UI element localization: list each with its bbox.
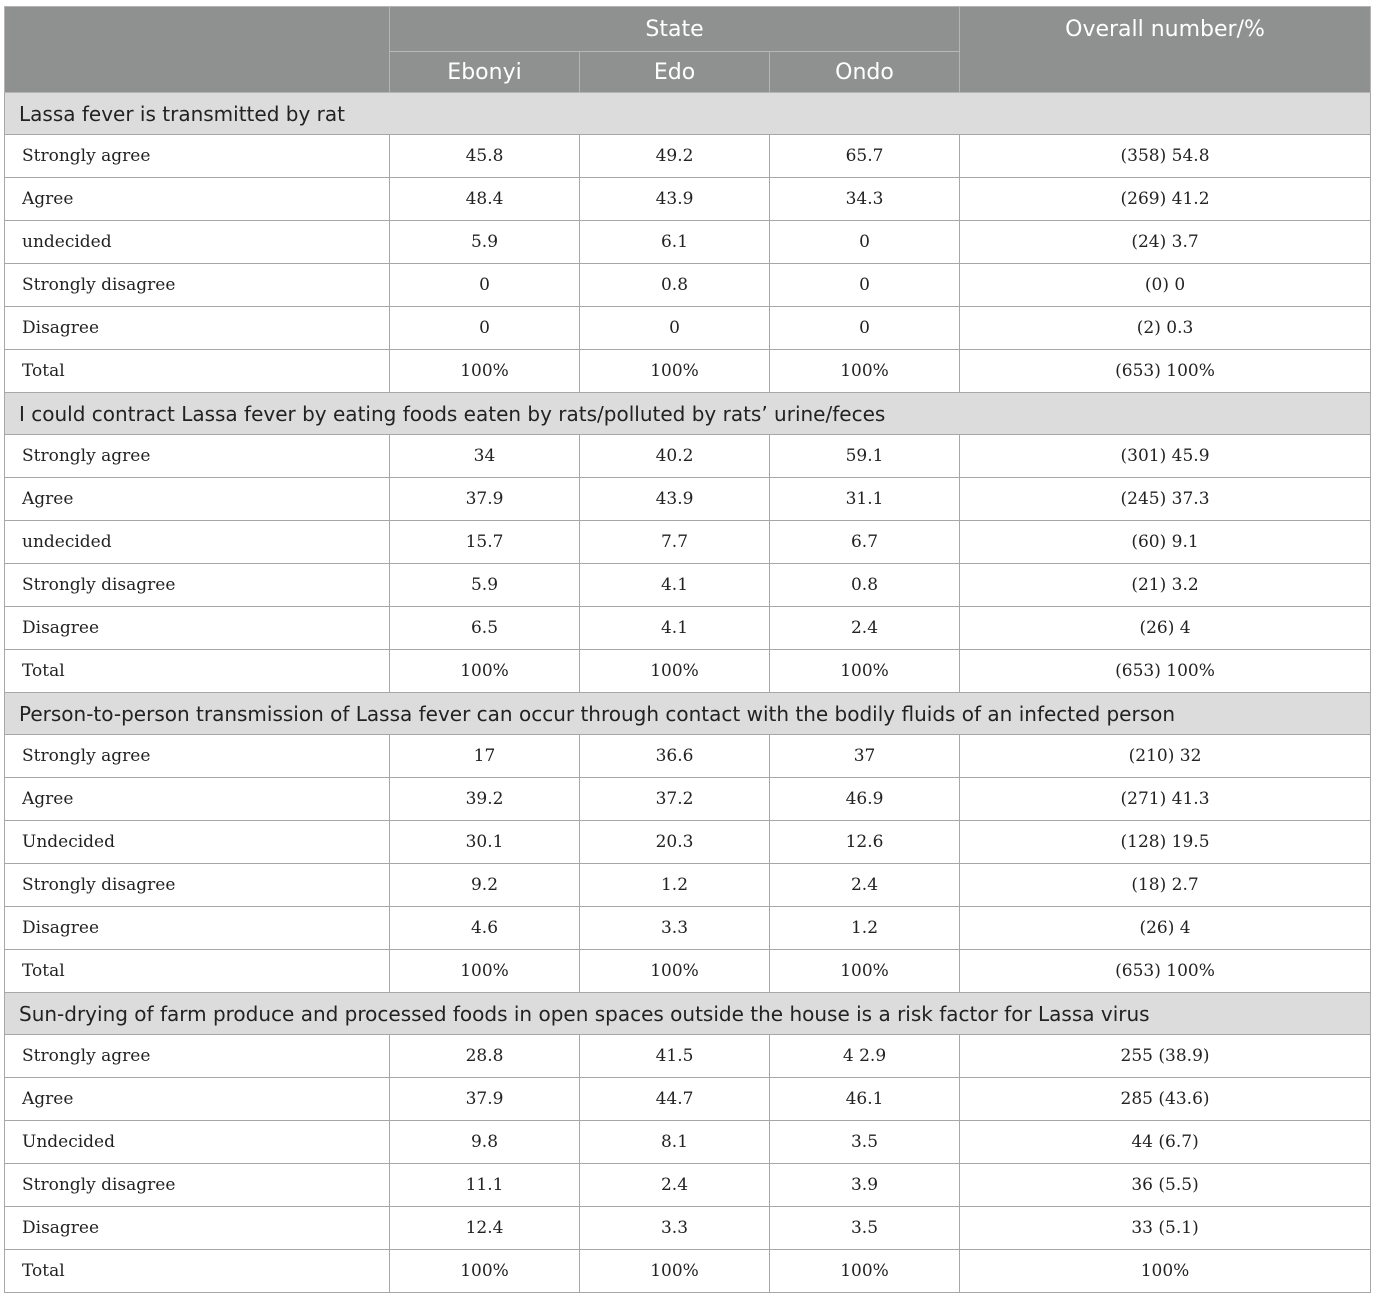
table-row [5, 350, 1371, 393]
overall-value: (26) 4 [960, 907, 1371, 950]
table-header [5, 7, 1371, 93]
overall-value: (358) 54.8 [960, 135, 1371, 178]
table-row [5, 821, 1371, 864]
row-label: Strongly agree [5, 435, 390, 478]
section-title: Lassa fever is transmitted by rat [5, 93, 1371, 135]
table-row [5, 435, 1371, 478]
section-title: Person-to-person transmission of Lassa fever can occur through contact with the bodily fluids of an infected person [5, 693, 1371, 735]
overall-value: (21) 3.2 [960, 564, 1371, 607]
ebonyi-value: 28.8 [390, 1035, 580, 1078]
row-label: Disagree [5, 307, 390, 350]
ebonyi-value: 4.6 [390, 907, 580, 950]
ebonyi-value: 12.4 [390, 1207, 580, 1250]
ondo-value: 0 [770, 264, 960, 307]
ebonyi-value: 0 [390, 307, 580, 350]
ondo-value: 31.1 [770, 478, 960, 521]
edo-value: 40.2 [580, 435, 770, 478]
row-label: Strongly disagree [5, 1164, 390, 1207]
ebonyi-value: 37.9 [390, 1078, 580, 1121]
overall-value: (653) 100% [960, 650, 1371, 693]
row-label: Disagree [5, 907, 390, 950]
section-title: I could contract Lassa fever by eating foods eaten by rats/polluted by rats’ urine/feces [5, 393, 1371, 435]
edo-value: 37.2 [580, 778, 770, 821]
overall-value: 285 (43.6) [960, 1078, 1371, 1121]
ondo-value: 59.1 [770, 435, 960, 478]
state-ondo-header: Ondo [770, 52, 960, 93]
edo-value: 6.1 [580, 221, 770, 264]
ondo-value: 2.4 [770, 607, 960, 650]
overall-value: 36 (5.5) [960, 1164, 1371, 1207]
table-row [5, 735, 1371, 778]
row-label: Strongly disagree [5, 864, 390, 907]
row-label: undecided [5, 221, 390, 264]
overall-value: (18) 2.7 [960, 864, 1371, 907]
edo-value: 20.3 [580, 821, 770, 864]
header-row-1 [5, 7, 1371, 52]
edo-value: 3.3 [580, 907, 770, 950]
overall-value: (301) 45.9 [960, 435, 1371, 478]
table-row [5, 650, 1371, 693]
ondo-value: 0.8 [770, 564, 960, 607]
table-row [5, 950, 1371, 993]
table-row [5, 907, 1371, 950]
ondo-value: 100% [770, 350, 960, 393]
edo-value: 4.1 [580, 564, 770, 607]
overall-value: (128) 19.5 [960, 821, 1371, 864]
edo-value: 7.7 [580, 521, 770, 564]
ebonyi-value: 17 [390, 735, 580, 778]
ondo-value: 46.1 [770, 1078, 960, 1121]
edo-value: 49.2 [580, 135, 770, 178]
ebonyi-value: 0 [390, 264, 580, 307]
edo-value: 100% [580, 1250, 770, 1293]
overall-value: 255 (38.9) [960, 1035, 1371, 1078]
row-label: Strongly agree [5, 735, 390, 778]
ebonyi-value: 37.9 [390, 478, 580, 521]
row-label: Disagree [5, 1207, 390, 1250]
edo-value: 4.1 [580, 607, 770, 650]
edo-value: 1.2 [580, 864, 770, 907]
ebonyi-value: 9.8 [390, 1121, 580, 1164]
row-label: Agree [5, 1078, 390, 1121]
table-body [5, 93, 1371, 1293]
state-edo-header: Edo [580, 52, 770, 93]
ondo-value: 12.6 [770, 821, 960, 864]
ondo-value: 0 [770, 307, 960, 350]
overall-value: (269) 41.2 [960, 178, 1371, 221]
ondo-value: 2.4 [770, 864, 960, 907]
row-label: undecided [5, 521, 390, 564]
ondo-value: 3.5 [770, 1121, 960, 1164]
row-label: Agree [5, 778, 390, 821]
overall-value: (60) 9.1 [960, 521, 1371, 564]
ondo-value: 100% [770, 1250, 960, 1293]
ondo-value: 37 [770, 735, 960, 778]
ebonyi-value: 30.1 [390, 821, 580, 864]
table-row [5, 264, 1371, 307]
section-row [5, 993, 1371, 1035]
row-label: Agree [5, 478, 390, 521]
section-row [5, 93, 1371, 135]
ebonyi-value: 100% [390, 650, 580, 693]
row-label: Strongly disagree [5, 564, 390, 607]
table-row [5, 1207, 1371, 1250]
survey-table [4, 6, 1371, 1293]
table-row [5, 521, 1371, 564]
section-row [5, 693, 1371, 735]
table-row [5, 135, 1371, 178]
edo-value: 44.7 [580, 1078, 770, 1121]
table-row [5, 607, 1371, 650]
table-row [5, 221, 1371, 264]
edo-value: 3.3 [580, 1207, 770, 1250]
row-label: Agree [5, 178, 390, 221]
state-header: State [390, 7, 960, 52]
table-row [5, 1035, 1371, 1078]
edo-value: 0.8 [580, 264, 770, 307]
ondo-value: 65.7 [770, 135, 960, 178]
overall-header: Overall number/% [960, 7, 1371, 93]
table-row [5, 1164, 1371, 1207]
overall-value: (210) 32 [960, 735, 1371, 778]
overall-value: 100% [960, 1250, 1371, 1293]
row-label: Total [5, 1250, 390, 1293]
overall-value: 33 (5.1) [960, 1207, 1371, 1250]
table-row [5, 1121, 1371, 1164]
ebonyi-value: 15.7 [390, 521, 580, 564]
ondo-value: 0 [770, 221, 960, 264]
table-row [5, 1078, 1371, 1121]
edo-value: 43.9 [580, 178, 770, 221]
row-label: Strongly agree [5, 135, 390, 178]
ondo-value: 6.7 [770, 521, 960, 564]
overall-value: 44 (6.7) [960, 1121, 1371, 1164]
ebonyi-value: 5.9 [390, 221, 580, 264]
overall-value: (2) 0.3 [960, 307, 1371, 350]
row-label: Total [5, 950, 390, 993]
overall-value: (245) 37.3 [960, 478, 1371, 521]
edo-value: 0 [580, 307, 770, 350]
ondo-value: 34.3 [770, 178, 960, 221]
edo-value: 100% [580, 650, 770, 693]
row-label: Total [5, 350, 390, 393]
overall-value: (271) 41.3 [960, 778, 1371, 821]
row-label: Disagree [5, 607, 390, 650]
table-row [5, 864, 1371, 907]
ondo-value: 100% [770, 650, 960, 693]
header-corner-cell [5, 7, 390, 93]
table-row [5, 178, 1371, 221]
row-label: Undecided [5, 1121, 390, 1164]
ebonyi-value: 11.1 [390, 1164, 580, 1207]
edo-value: 8.1 [580, 1121, 770, 1164]
edo-value: 2.4 [580, 1164, 770, 1207]
table-row [5, 1250, 1371, 1293]
row-label: Strongly disagree [5, 264, 390, 307]
ebonyi-value: 100% [390, 350, 580, 393]
table-row [5, 307, 1371, 350]
ebonyi-value: 9.2 [390, 864, 580, 907]
overall-value: (0) 0 [960, 264, 1371, 307]
ondo-value: 3.5 [770, 1207, 960, 1250]
edo-value: 43.9 [580, 478, 770, 521]
ondo-value: 100% [770, 950, 960, 993]
ebonyi-value: 6.5 [390, 607, 580, 650]
ebonyi-value: 34 [390, 435, 580, 478]
ebonyi-value: 5.9 [390, 564, 580, 607]
ebonyi-value: 100% [390, 950, 580, 993]
overall-value: (653) 100% [960, 350, 1371, 393]
ebonyi-value: 45.8 [390, 135, 580, 178]
overall-value: (26) 4 [960, 607, 1371, 650]
ebonyi-value: 39.2 [390, 778, 580, 821]
ebonyi-value: 100% [390, 1250, 580, 1293]
overall-value: (24) 3.7 [960, 221, 1371, 264]
edo-value: 36.6 [580, 735, 770, 778]
ebonyi-value: 48.4 [390, 178, 580, 221]
state-ebonyi-header: Ebonyi [390, 52, 580, 93]
table-row [5, 778, 1371, 821]
ondo-value: 3.9 [770, 1164, 960, 1207]
ondo-value: 46.9 [770, 778, 960, 821]
ondo-value: 4 2.9 [770, 1035, 960, 1078]
section-row [5, 393, 1371, 435]
edo-value: 100% [580, 950, 770, 993]
row-label: Undecided [5, 821, 390, 864]
edo-value: 100% [580, 350, 770, 393]
edo-value: 41.5 [580, 1035, 770, 1078]
row-label: Strongly agree [5, 1035, 390, 1078]
row-label: Total [5, 650, 390, 693]
section-title: Sun-drying of farm produce and processed foods in open spaces outside the house is a risk factor for Lassa virus [5, 993, 1371, 1035]
ondo-value: 1.2 [770, 907, 960, 950]
overall-value: (653) 100% [960, 950, 1371, 993]
table-row [5, 478, 1371, 521]
table-row [5, 564, 1371, 607]
